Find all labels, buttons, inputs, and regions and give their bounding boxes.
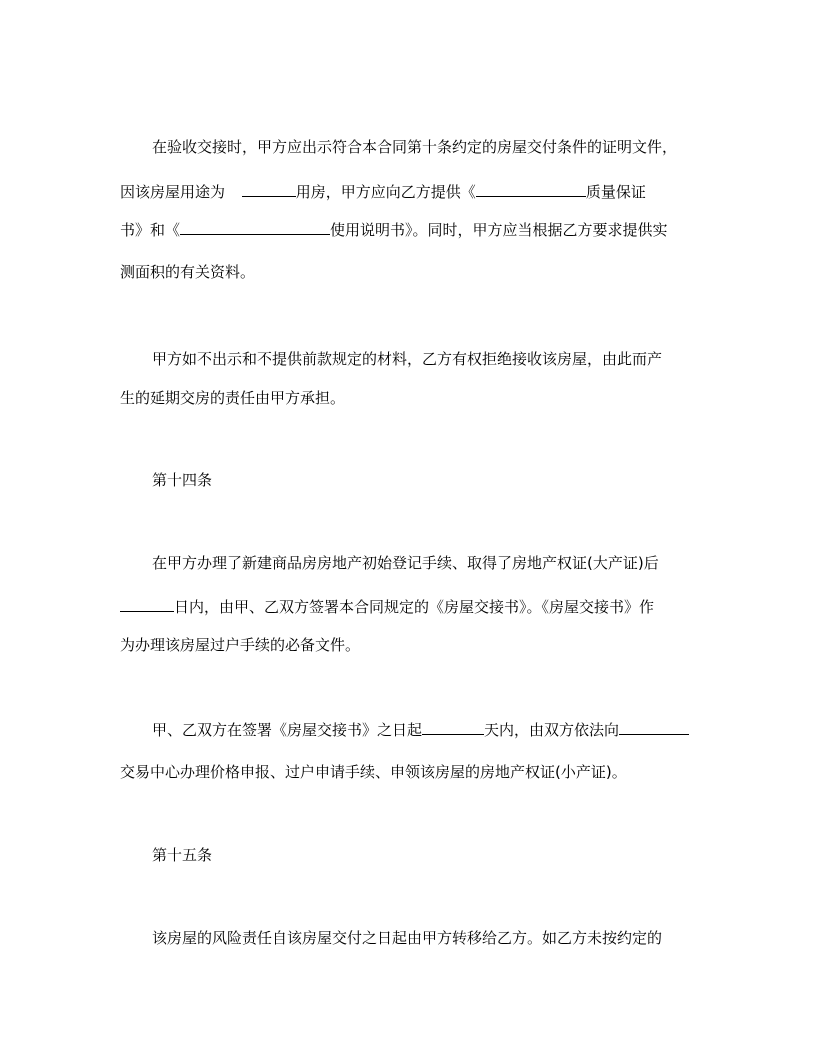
paragraph-2-line-2: 生的延期交房的责任由甲方承担。 — [120, 389, 346, 407]
blank-days — [120, 597, 174, 612]
paragraph-3-line-3: 为办理该房屋过户手续的必备文件。 — [120, 636, 361, 654]
paragraph-3-line-2: 日内，由甲、乙双方签署本合同规定的《房屋交接书》。《房屋交接书》作 — [120, 597, 696, 617]
article-14-heading: 第十四条 — [152, 471, 213, 489]
paragraph-4-line-2: 交易中心办理价格申报、过户申请手续、申领该房屋的房地产权证(小产证)。 — [120, 763, 627, 781]
blank-quality-cert — [476, 182, 586, 197]
paragraph-1-line-1: 在验收交接时，甲方应出示符合本合同第十条约定的房屋交付条件的证明文件， — [152, 138, 678, 156]
paragraph-3-line-1: 在甲方办理了新建商品房房地产初始登记手续、取得了房地产权证(大产证)后 — [152, 554, 659, 572]
article-15-heading: 第十五条 — [152, 846, 213, 864]
paragraph-1-line-3: 书》和《 使用说明书》。同时，甲方应当根据乙方要求提供实 — [120, 221, 668, 239]
paragraph-1-line-4: 测面积的有关资料。 — [120, 263, 256, 281]
blank-usage — [242, 182, 296, 197]
paragraph-5-line-1: 该房屋的风险责任自该房屋交付之日起由甲方转移给乙方。如乙方未按约定的 — [152, 929, 663, 947]
paragraph-1-line-2: 因该房屋用途为 用房，甲方应向乙方提供《 质量保证 — [120, 183, 646, 201]
paragraph-4-line-1: 甲、乙双方在签署《房屋交接书》之日起 天内，由双方依法向 — [120, 720, 696, 740]
blank-manual — [180, 220, 330, 235]
blank-exchange-center — [619, 720, 689, 735]
paragraph-2-line-1: 甲方如不出示和不提供前款规定的材料，乙方有权拒绝接收该房屋，由此而产 — [152, 350, 663, 368]
blank-days-2 — [422, 720, 484, 735]
